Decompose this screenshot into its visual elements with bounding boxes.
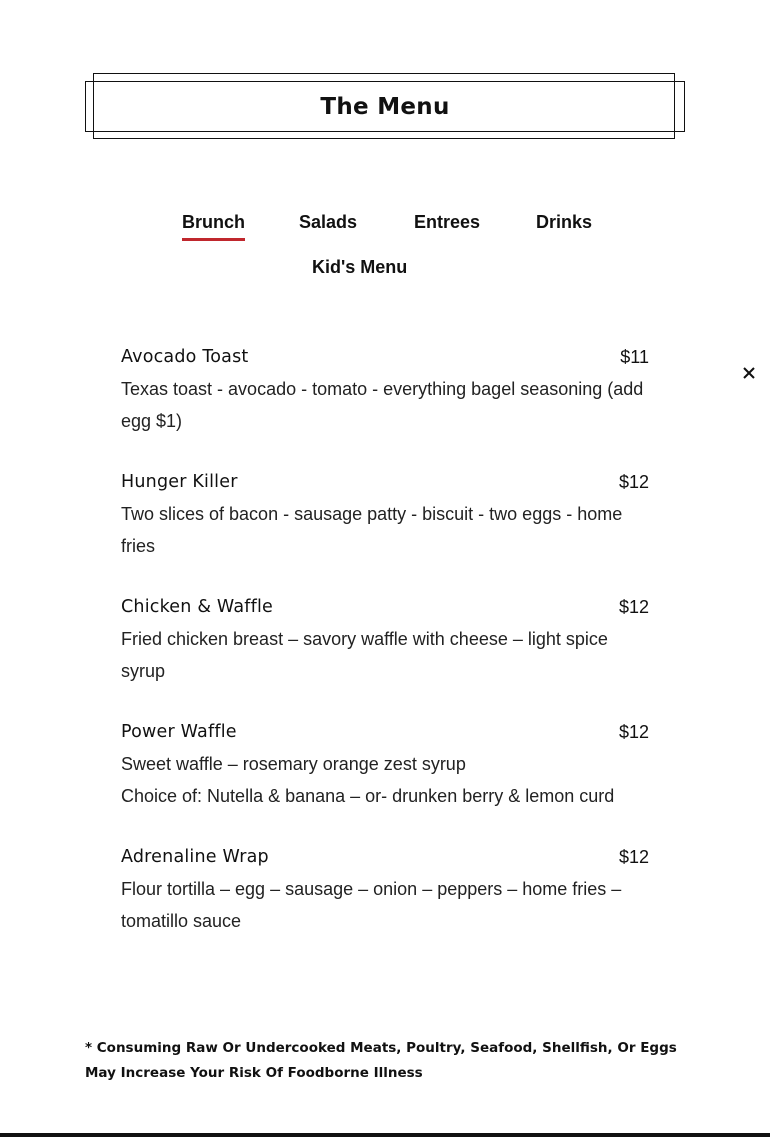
- close-icon[interactable]: [740, 364, 758, 382]
- tab-drinks[interactable]: Drinks: [536, 212, 593, 232]
- item-description-line: Two slices of bacon - sausage patty - biscuit - two eggs - home fries: [121, 504, 623, 556]
- item-name: Hunger Killer: [121, 472, 238, 492]
- menu-item: [121, 847, 649, 947]
- menu-item: [121, 722, 649, 822]
- menu-item: [121, 597, 649, 697]
- item-description: [121, 748, 649, 812]
- item-description-line: Choice of: Nutella & banana – or- drunken berry & lemon curd: [121, 786, 615, 806]
- item-price: $12: [618, 472, 649, 492]
- menu-title-box: [85, 73, 685, 141]
- tab-entrees[interactable]: Entrees: [414, 212, 481, 232]
- item-description-line: Sweet waffle – rosemary orange zest syrup: [121, 754, 466, 774]
- item-name: Avocado Toast: [121, 347, 249, 367]
- allergy-disclaimer: * Consuming Raw Or Undercooked Meats, Poultry, Seafood, Shellfish, Or Eggs May Increase Your Risk Of Foodborne Illness: [85, 1040, 677, 1081]
- item-name: Adrenaline Wrap: [121, 847, 269, 867]
- item-price: $11: [620, 347, 649, 367]
- tab-brunch[interactable]: Brunch: [182, 212, 245, 232]
- tab-salads[interactable]: Salads: [299, 212, 358, 232]
- menu-item: [121, 347, 649, 447]
- item-description: [121, 498, 649, 562]
- item-description: [121, 623, 649, 687]
- item-price: $12: [618, 597, 649, 617]
- item-description-line: Flour tortilla – egg – sausage – onion – peppers – home fries – tomatillo sauce: [121, 879, 622, 931]
- item-name: Power Waffle: [121, 722, 237, 742]
- menu-item: [121, 472, 649, 572]
- tab-kids-menu[interactable]: Kid's Menu: [312, 257, 408, 277]
- item-name: Chicken & Waffle: [121, 597, 273, 617]
- item-price: $12: [618, 722, 649, 742]
- bottom-divider: [0, 1133, 770, 1137]
- item-description: [121, 373, 649, 437]
- item-price: $12: [618, 847, 649, 867]
- item-description-line: Texas toast - avocado - tomato - everything bagel seasoning (add egg $1): [121, 379, 644, 431]
- item-description: [121, 873, 649, 937]
- item-description-line: Fried chicken breast – savory waffle with cheese – light spice syrup: [121, 629, 608, 681]
- page-title: The Menu: [320, 94, 450, 120]
